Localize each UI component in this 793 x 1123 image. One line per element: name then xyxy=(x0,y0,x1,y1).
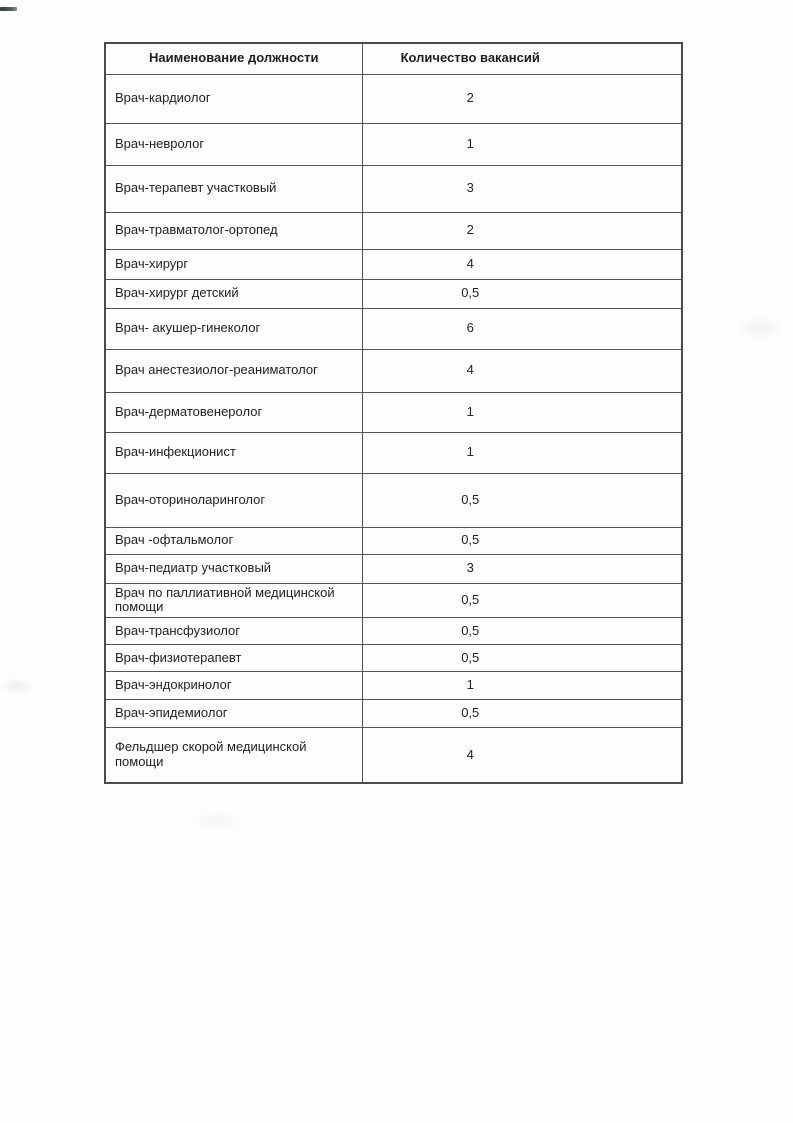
vacancy-count-cell: 3 xyxy=(362,554,682,583)
vacancy-count-cell: 0,5 xyxy=(362,279,682,308)
scan-smudge xyxy=(735,315,785,341)
job-title-cell: Врач анестезиолог-реаниматолог xyxy=(105,349,362,392)
vacancy-count-cell: 1 xyxy=(362,392,682,432)
job-title-cell: Врач-дерматовенеролог xyxy=(105,392,362,432)
table-row xyxy=(105,618,682,645)
vacancy-count-cell: 2 xyxy=(362,212,682,249)
column-header-vacancy-count: Количество вакансий xyxy=(362,43,682,74)
table-row xyxy=(105,527,682,554)
job-title-cell: Врач- акушер-гинеколог xyxy=(105,308,362,349)
job-title-cell: Врач-эндокринолог xyxy=(105,672,362,700)
table-row xyxy=(105,212,682,249)
vacancy-count-cell: 1 xyxy=(362,123,682,165)
job-title-cell: Врач-кардиолог xyxy=(105,74,362,123)
job-title-cell: Врач-инфекционист xyxy=(105,432,362,473)
table-row xyxy=(105,432,682,473)
table-row xyxy=(105,249,682,279)
table-row xyxy=(105,645,682,672)
job-title-cell: Врач по паллиативной медицинской помощи xyxy=(105,583,362,618)
vacancy-count-cell: 4 xyxy=(362,728,682,783)
vacancy-count-cell: 1 xyxy=(362,672,682,700)
job-title-cell: Врач -офтальмолог xyxy=(105,527,362,554)
vacancy-count-cell: 0,5 xyxy=(362,618,682,645)
column-header-position: Наименование должности xyxy=(105,43,362,74)
vacancy-count-cell: 0,5 xyxy=(362,473,682,527)
job-title-cell: Фельдшер скорой медицинской помощи xyxy=(105,728,362,783)
table-row xyxy=(105,165,682,212)
table-header-row xyxy=(105,43,682,74)
vacancy-count-cell: 0,5 xyxy=(362,645,682,672)
job-title-cell: Врач-эпидемиолог xyxy=(105,700,362,728)
vacancy-count-cell: 4 xyxy=(362,349,682,392)
vacancy-count-cell: 0,5 xyxy=(362,583,682,618)
table-row xyxy=(105,700,682,728)
job-title-cell: Врач-хирург детский xyxy=(105,279,362,308)
vacancy-count-cell: 2 xyxy=(362,74,682,123)
scan-smudge xyxy=(0,678,34,694)
table-row xyxy=(105,279,682,308)
table-row xyxy=(105,123,682,165)
job-title-cell: Врач-оториноларинголог xyxy=(105,473,362,527)
table-row xyxy=(105,473,682,527)
vacancy-count-cell: 4 xyxy=(362,249,682,279)
scan-artifact-mark xyxy=(0,7,17,11)
table-row xyxy=(105,583,682,618)
vacancy-count-cell: 0,5 xyxy=(362,527,682,554)
vacancy-count-cell: 3 xyxy=(362,165,682,212)
job-title-cell: Врач-педиатр участковый xyxy=(105,554,362,583)
table-row xyxy=(105,349,682,392)
job-title-cell: Врач-травматолог-ортопед xyxy=(105,212,362,249)
table-row xyxy=(105,554,682,583)
table-row xyxy=(105,74,682,123)
vacancy-count-cell: 0,5 xyxy=(362,700,682,728)
vacancy-count-cell: 1 xyxy=(362,432,682,473)
table-row xyxy=(105,392,682,432)
vacancy-count-cell: 6 xyxy=(362,308,682,349)
table-row xyxy=(105,308,682,349)
job-title-cell: Врач-терапевт участковый xyxy=(105,165,362,212)
table-row xyxy=(105,728,682,783)
vacancies-table xyxy=(104,42,683,784)
scan-smudge xyxy=(190,812,246,830)
job-title-cell: Врач-физиотерапевт xyxy=(105,645,362,672)
table-row xyxy=(105,672,682,700)
job-title-cell: Врач-трансфузиолог xyxy=(105,618,362,645)
job-title-cell: Врач-хирург xyxy=(105,249,362,279)
job-title-cell: Врач-невролог xyxy=(105,123,362,165)
